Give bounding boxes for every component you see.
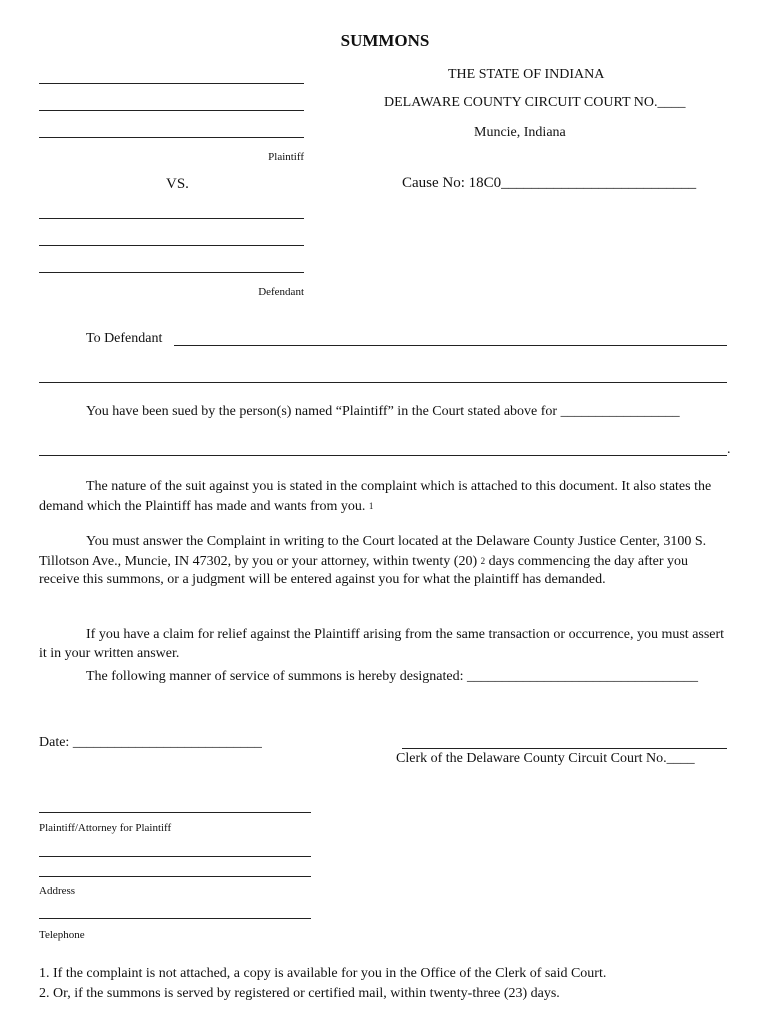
address-label: Address (39, 885, 76, 897)
telephone-label: Telephone (39, 929, 85, 941)
nature-text: The nature of the suit against you is stated in the complaint which is attached to this document. It also states the demand which the Plaintiff has made and wants from you. (39, 479, 712, 514)
cause-number[interactable]: Cause No: 18C0__________________________ (402, 175, 697, 191)
page-title: SUMMONS (340, 31, 430, 50)
telephone-line[interactable] (39, 918, 311, 919)
answer-text-b: days commencing the day after you receive this summons, or a judgment will be entered against you for what the plaintiff has demanded. (39, 553, 689, 587)
footnote-ref-1: 1 (368, 500, 374, 511)
court-name: DELAWARE COUNTY CIRCUIT COURT NO.____ (384, 95, 686, 110)
attorney-label: Plaintiff/Attorney for Plaintiff (39, 822, 172, 834)
defendant-label: Defendant (258, 286, 304, 298)
clerk-signature-line[interactable] (402, 748, 727, 749)
state-heading: THE STATE OF INDIANA (448, 67, 605, 82)
address-line-1[interactable] (39, 856, 311, 857)
plaintiff-name-line-1[interactable] (39, 83, 304, 84)
answer-text-a: You must answer the Complaint in writing to the Court located at the Delaware County Justice Center, 3100 S. Tillotson Ave., Muncie, IN 47302, by you or your attorney, within twenty (20) (39, 534, 707, 569)
answer-paragraph (39, 533, 729, 590)
date-field[interactable]: Date: ___________________________ (39, 735, 262, 750)
plaintiff-name-line-3[interactable] (39, 137, 304, 138)
attorney-signature-line[interactable] (39, 812, 311, 813)
claim-paragraph (39, 626, 729, 663)
footnote-2: 2. Or, if the summons is served by registered or certified mail, within twenty-three (23) days. (39, 986, 560, 1001)
to-defendant-line[interactable] (174, 345, 727, 346)
address-line-2[interactable] (39, 876, 311, 877)
nature-paragraph (39, 478, 729, 516)
court-city: Muncie, Indiana (474, 125, 566, 140)
clerk-label: Clerk of the Delaware County Circuit Court No.____ (396, 751, 695, 766)
plaintiff-label: Plaintiff (268, 151, 304, 163)
sued-for-period: . (727, 442, 731, 457)
sued-for-line[interactable] (39, 455, 727, 456)
versus-label: VS. (166, 176, 189, 192)
defendant-name-line-3[interactable] (39, 272, 304, 273)
sued-statement: You have been sued by the person(s) named “Plaintiff” in the Court stated above for _________________ (86, 404, 680, 419)
plaintiff-name-line-2[interactable] (39, 110, 304, 111)
footnote-ref-2: 2 (480, 555, 486, 566)
claim-text: If you have a claim for relief against the Plaintiff arising from the same transaction or occurrence, you must assert it in your written answer. (39, 627, 725, 661)
service-designation[interactable]: The following manner of service of summons is hereby designated: _________________________________ (86, 669, 699, 684)
to-defendant-label: To Defendant (86, 331, 163, 346)
defendant-name-line-2[interactable] (39, 245, 304, 246)
footnote-1: 1. If the complaint is not attached, a copy is available for you in the Office of the Clerk of said Court. (39, 966, 607, 981)
defendant-name-line-1[interactable] (39, 218, 304, 219)
to-defendant-line-2[interactable] (39, 382, 727, 383)
